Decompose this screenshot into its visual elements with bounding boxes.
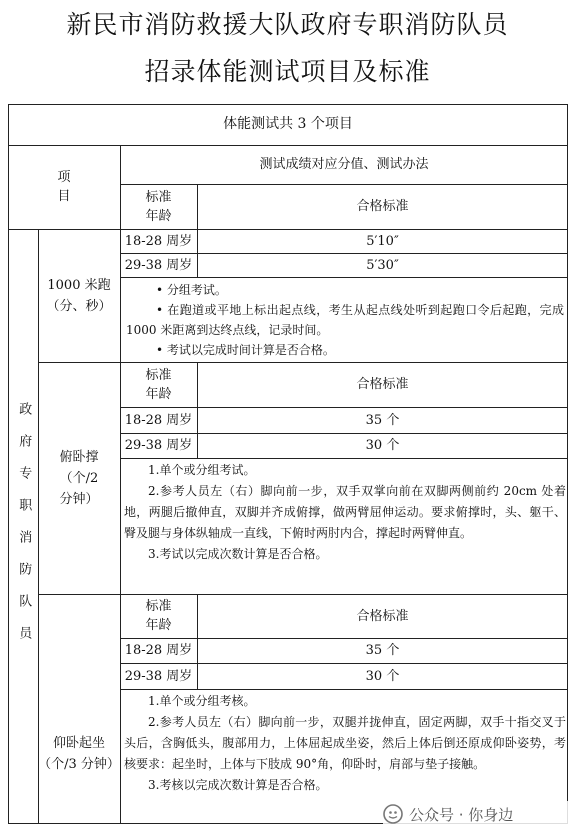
pass-std-header: 合格标准 [356,377,409,392]
age-range-cell: 29-38 周岁 [124,257,193,273]
age-range-cell: 29-38 周岁 [124,438,193,453]
age-range-cell: 18-28 周岁 [124,643,193,658]
test-method-notes: 1.单个或分组考核。 2.参考人员左（右）脚向前一步，双腿并拢伸直，固定两脚，双手十指交叉于头后，含胸低头，腹部用力，上体屈起成坐姿，然后上体后倒还原成仰卧姿势，考核要求：起坐时，上体与下肢成 90°角，仰卧时，肩部与垫子接触。 3.考核以完成次数计算是否合格。 [124,694,566,792]
pass-value-cell: 30 个 [365,438,400,453]
pass-std-header: 合格标准 [356,199,409,214]
test-method-notes: 1.单个或分组考试。 2.参考人员左（右）脚向前一步，双手双掌向前在双脚两侧前约 20cm 处着地，两腿后撤伸直，双脚并齐成俯撑，做两臂屈伸运动。要求俯撑时，头、躯干、臀及腿与身体纵轴成一直线，下俯时两肘内合，撑起时两臂伸直。 3.考试以完成次数计算是否合格。 [124,463,566,561]
std-age-header: 标准 年龄 [145,599,172,633]
item-name-sit-ups: 仰卧起坐 （个/3 分钟） [38,736,120,772]
group-label: 政府专职消防队员 [16,402,32,658]
watermark [383,801,573,827]
age-range-cell: 18-28 周岁 [124,233,193,249]
doc-title-line2: 招录体能测试项目及标准 [144,57,431,86]
std-age-header: 标准 年龄 [145,367,172,402]
pass-std-header: 合格标准 [356,608,409,624]
item-name-1000m-run: 1000 米跑 （分、秒） [46,277,112,314]
pass-value-cell: 35 个 [365,643,400,658]
pass-value-cell: 5′30″ [366,257,399,273]
rule [120,689,568,690]
pass-value-cell: 5′10″ [366,233,399,249]
wechat-official-account-icon [383,804,403,824]
age-range-cell: 29-38 周岁 [124,668,193,684]
rule [120,458,568,459]
std-age-header: 标准 年龄 [145,189,172,224]
test-method-notes: • 分组考试。 • 在跑道或平地上标出起点线，考生从起点线处听到起跑口令后起跑，完成1000 米距离到达终点线，记录时间。 • 考试以完成时间计算是否合格。 [126,283,564,357]
pass-value-cell: 35 个 [365,412,400,428]
age-range-cell: 18-28 周岁 [124,412,193,428]
col-header-item: 项 目 [57,170,71,204]
table-caption: 体能测试共 3 个项目 [223,116,353,132]
rule [120,277,568,278]
item-name-push-ups: 俯卧撑 （个/2 分钟） [59,449,99,507]
watermark-text: 公众号 · 你身边 [409,805,514,824]
pass-value-cell: 30 个 [365,668,400,684]
col-header-method: 测试成绩对应分值、测试办法 [259,157,429,172]
doc-title-line1: 新民市消防救援大队政府专职消防队员 [66,10,509,39]
